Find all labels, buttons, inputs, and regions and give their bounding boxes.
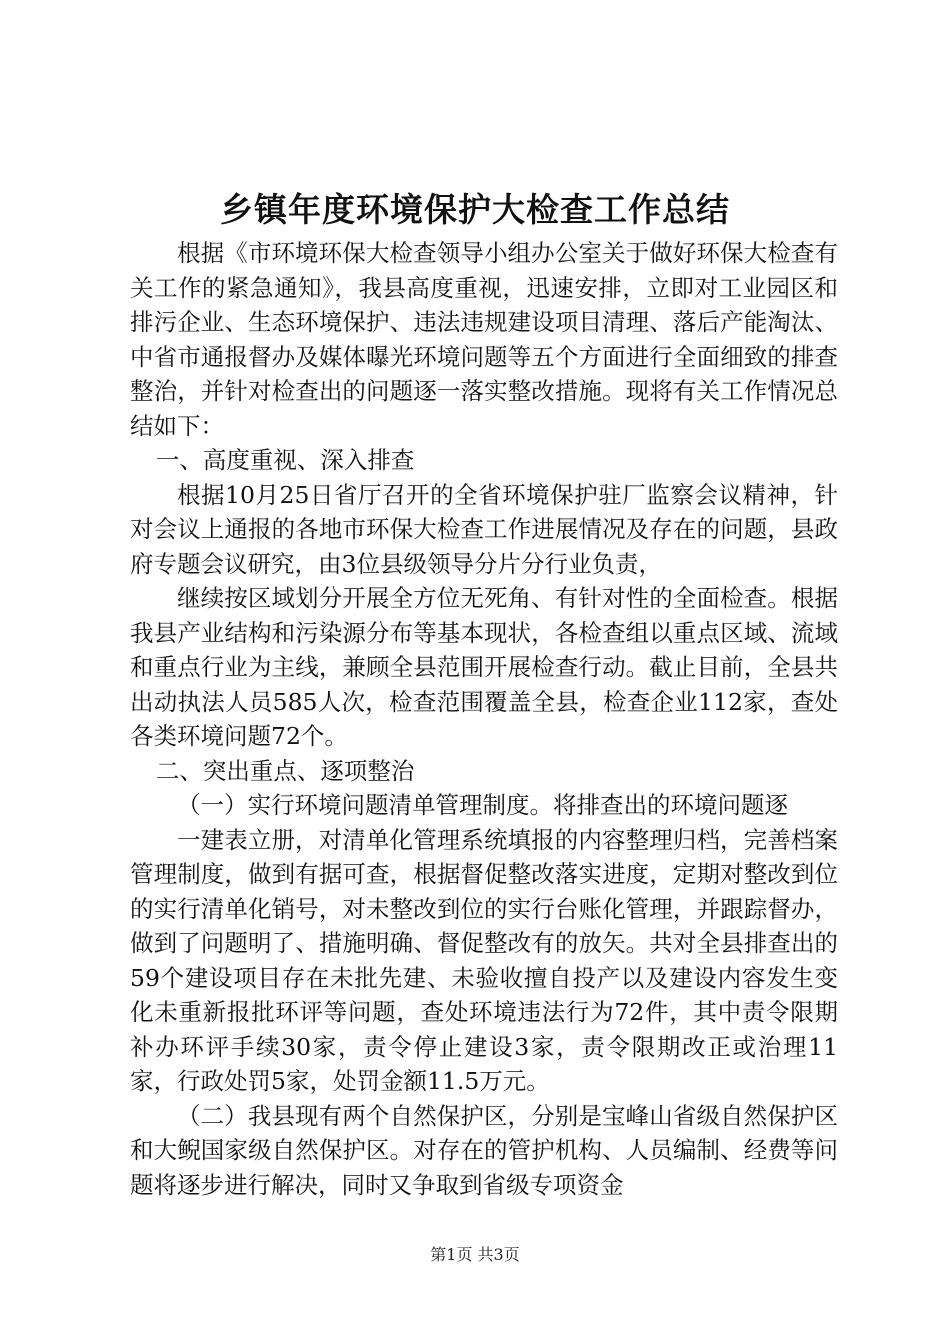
document-title: 乡镇年度环境保护大检查工作总结 bbox=[220, 190, 730, 229]
page-footer: 第1页 共3页 bbox=[430, 1245, 520, 1264]
section-heading-2: 二、突出重点、逐项整治 bbox=[155, 756, 415, 785]
paragraph-inspection: 继续按区域划分开展全方位无死角、有针对性的全面检查。根据我县产业结构和污染源分布等基本现状，各检查组以重点区域、流域和重点行业为主线，兼顾全县范围开展检查行动。截止目前，全县共出动执法人员585人次，检查范围覆盖全县，检查企业112家，查处各类环境问题72个。 bbox=[130, 584, 838, 750]
paragraph-nature-reserves: （二）我县现有两个自然保护区，分别是宝峰山省级自然保护区和大鲵国家级自然保护区。对存在的管护机构、人员编制、经费等问题将逐步进行解决，同时又争取到省级专项资金 bbox=[130, 1101, 838, 1199]
paragraph-meeting: 根据10月25日省厅召开的全省环境保护驻厂监察会议精神，针对会议上通报的各地市环保大检查工作进展情况及存在的问题，县政府专题会议研究，由3位县级领导分片分行业负责， bbox=[130, 480, 838, 578]
section-heading-1: 一、高度重视、深入排查 bbox=[155, 446, 415, 474]
subsection-heading-1: （一）实行环境问题清单管理制度。将排查出的环境问题逐 bbox=[177, 791, 788, 819]
paragraph-intro: 根据《市环境环保大检查领导小组办公室关于做好环保大检查有关工作的紧急通知》，我县高度重视，迅速安排，立即对工业园区和排污企业、生态环境保护、违法违规建设项目清理、落后产能淘汰、中省市通报督办及媒体曝光环境问题等五个方面进行全面细致的排查整治，并针对检查出的问题逐一落实整改措施。现将有关工作情况总结如下： bbox=[130, 239, 838, 440]
paragraph-rectification: 一建表立册，对清单化管理系统填报的内容整理归档，完善档案管理制度，做到有据可查，根据督促整改落实进度，定期对整改到位的实行清单化销号，对未整改到位的实行台账化管理，并跟踪督办，做到了问题明了、措施明确、督促整改有的放矢。共对全县排查出的59个建设项目存在未批先建、未验收擅自投产以及建设内容发生变化未重新报批环评等问题，查处环境违法行为72件，其中责令限期补办环评手续30家，责令停止建设3家，责令限期改正或治理11家，行政处罚5家，处罚金额11.5万元。 bbox=[130, 825, 838, 1095]
document-body bbox=[130, 236, 838, 1202]
